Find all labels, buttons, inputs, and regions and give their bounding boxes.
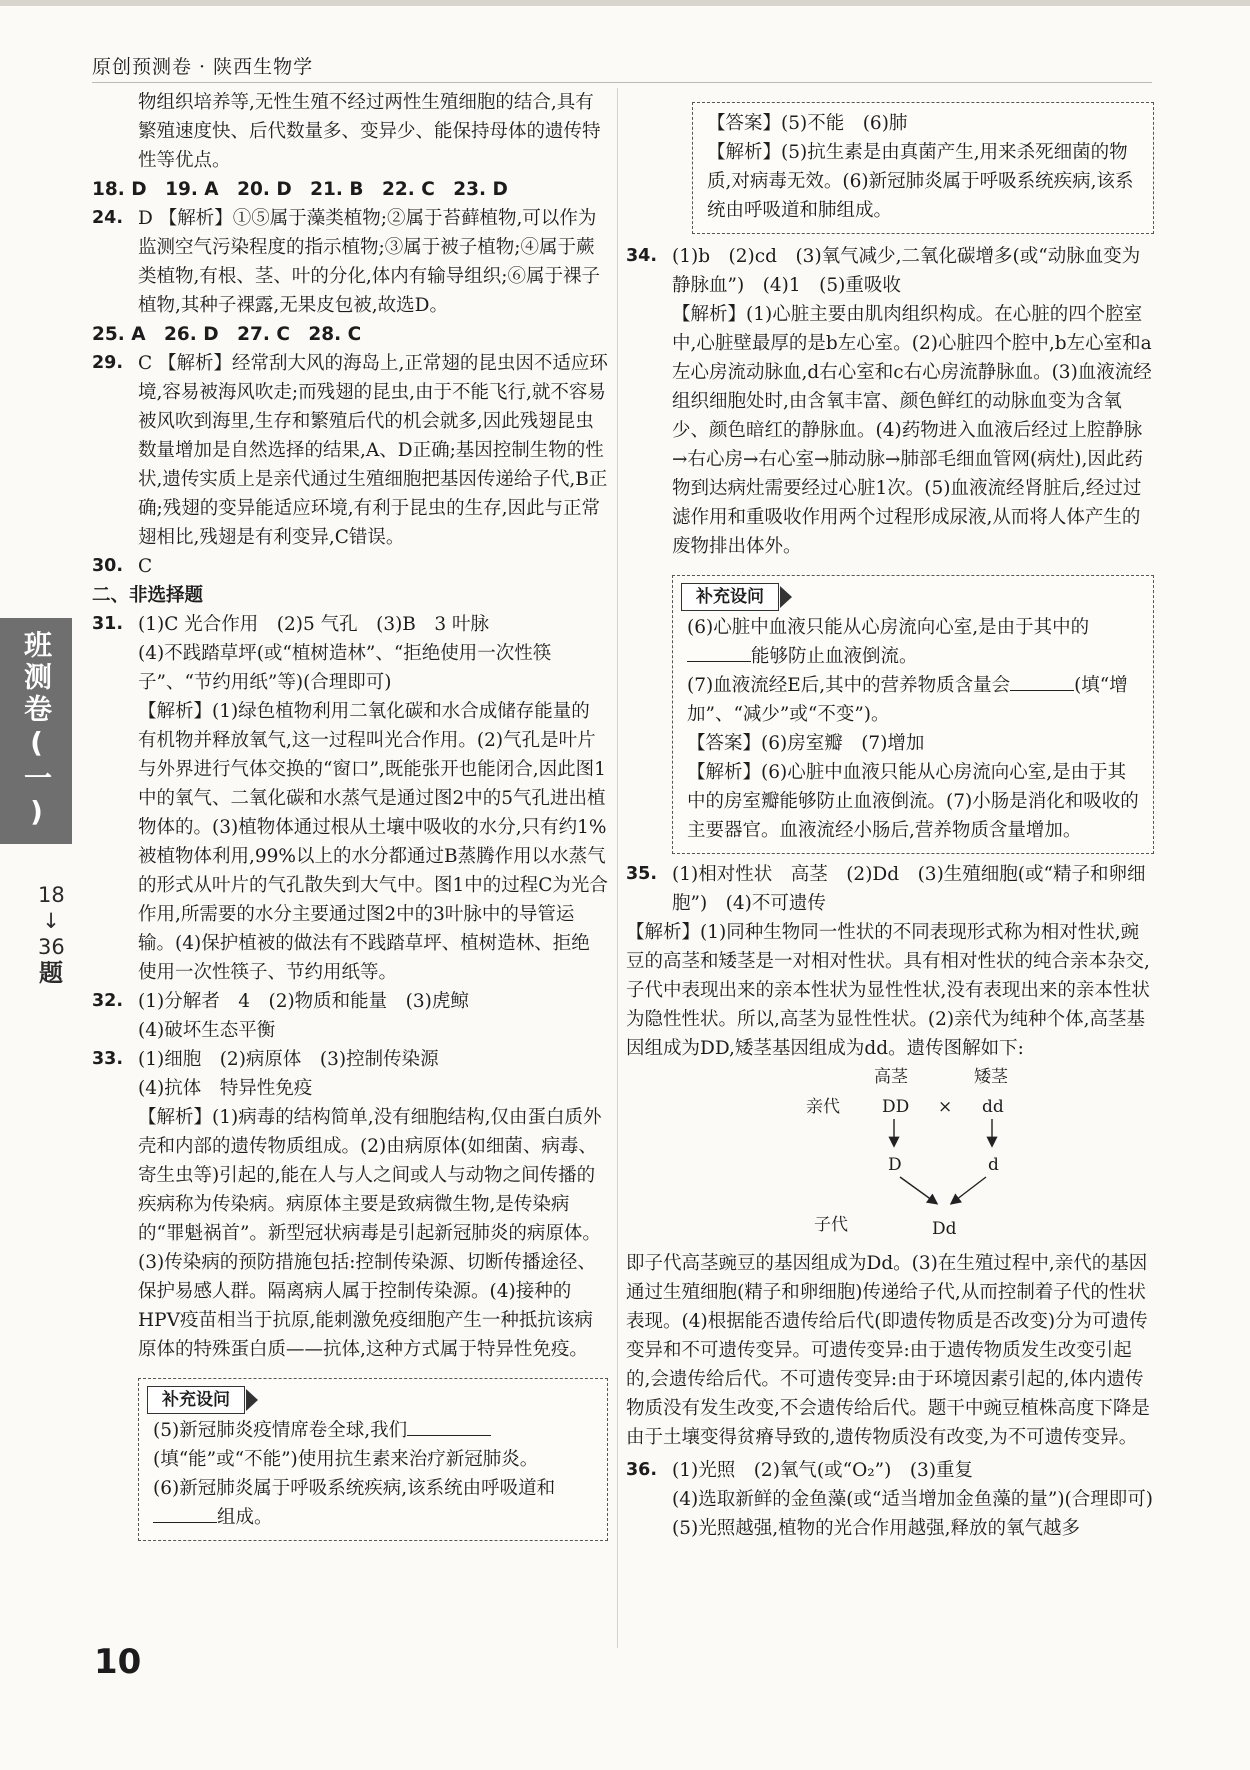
q33-answer-b: (4)抗体 特异性免疫 — [138, 1078, 313, 1099]
diagram-short-label: 矮茎 — [974, 1067, 1008, 1087]
question-30 — [92, 552, 608, 581]
top-edge — [0, 0, 1250, 6]
supplement-box-left — [138, 1378, 608, 1541]
supplement-box-right — [672, 575, 1154, 854]
question-36 — [626, 1456, 1172, 1543]
q35-number: 35. — [626, 864, 658, 884]
side-tab: 班测卷(一) — [0, 618, 72, 844]
answers-18-23: 18. D 19. A 20. D 21. B 22. C 23. D — [92, 179, 508, 200]
question-35 — [626, 860, 1154, 918]
box2-explanation: 【解析】(6)心脏中血液只能从心房流向心室,是由于其中的房室瓣能够防止血液倒流。(7)小肠是消化和吸收的主要器官。血液流经小肠后,营养物质含量增加。 — [687, 762, 1139, 841]
diagram-tall-label: 高茎 — [874, 1067, 908, 1087]
side-range-top: 18 — [38, 883, 65, 907]
box1-explanation: 【解析】(5)抗生素是由真菌产生,用来杀死细菌的物质,对病毒无效。(6)新冠肺炎属于呼吸系统疾病,该系统由呼吸道和肺组成。 — [707, 142, 1134, 221]
box1-answer: 【答案】(5)不能 (6)肺 — [707, 113, 908, 134]
q36-answer-a: (1)光照 (2)氧气(或“O₂”) (3)重复 — [672, 1460, 974, 1481]
intro-text: 物组织培养等,无性生殖不经过两性生殖细胞的结合,具有繁殖速度快、后代数量多、变异少、能保持母体的遗传特性等优点。 — [138, 92, 601, 171]
q35-answer: (1)相对性状 高茎 (2)Dd (3)生殖细胞(或“精子和卵细胞”) (4)不可遗传 — [672, 864, 1146, 914]
q29-answer: C 【解析】经常刮大风的海岛上,正常翅的昆虫因不适应环境,容易被海风吹走;而残翅的昆虫,由于不能飞行,就不容易被风吹到海里,生存和繁殖后代的机会就多,因此残翅昆虫数量增加是自然选择的结果,A、D正确;基因控制生物的性状,遗传实质上是亲代通过生殖细胞把基因传递给子代,B正确;残翅的变异能适应环境,有利于昆虫的生存,因此与正常翅相比,残翅是有利变异,C错误。 — [138, 353, 608, 548]
column-divider — [617, 88, 618, 1648]
side-range-bottom: 36 — [38, 935, 65, 959]
answer-box-33 — [692, 102, 1154, 234]
page-number: 10 — [94, 1642, 142, 1682]
supp7-text-a: (7)血液流经E后,其中的营养物质含量会 — [687, 675, 1011, 696]
diagram-parent-label: 亲代 — [806, 1097, 840, 1117]
side-range-suffix: 题 — [39, 959, 63, 987]
supp6-text-b: 组成。 — [217, 1507, 273, 1528]
question-29 — [92, 349, 608, 552]
supp7-text-b: (填“增加”、“减少”或“不变”)。 — [687, 675, 1128, 725]
q36-number: 36. — [626, 1460, 658, 1480]
diagram-child-label: 子代 — [814, 1215, 848, 1235]
supp6-question — [153, 1474, 595, 1532]
q31-number: 31. — [92, 614, 124, 634]
supp6r-question — [687, 613, 1141, 671]
supp5-question — [153, 1416, 595, 1474]
side-range — [38, 882, 64, 986]
header-rule — [92, 82, 1152, 83]
supp6-text-a: (6)新冠肺炎属于呼吸系统疾病,该系统由呼吸道和 — [153, 1478, 556, 1499]
diagram-gamete-tall: D — [888, 1155, 902, 1175]
side-range-arrow: ↓ — [42, 909, 60, 933]
q33-explanation: 【解析】(1)病毒的结构简单,没有细胞结构,仅由蛋白质外壳和内部的遗传物质组成。(2)由病原体(如细菌、病毒、寄生虫等)引起的,能在人与人之间或人与动物之间传播的疾病称为传染病。病原体主要是致病微生物,是传染病的“罪魁祸首”。新型冠状病毒是引起新冠肺炎的病原体。(3)传染病的预防措施包括:控制传染源、切断传播途径、保护易感人群。隔离病人属于控制传染源。(4)接种的HPV疫苗相当于抗原,能刺激免疫细胞产生一种抵抗该病原体的特殊蛋白质——抗体,这种方式属于特异性免疫。 — [138, 1107, 602, 1360]
question-33 — [92, 1045, 608, 1541]
q35-explanation-2: 即子代高茎豌豆的基因组成为Dd。(3)在生殖过程中,亲代的基因通过生殖细胞(精子和卵细胞)传递给子代,从而控制着子代的性状表现。(4)根据能否遗传给后代(即遗传物质是否改变)分为可遗传变异和不可遗传变异。可遗传变异:由于遗传物质发生改变引起的,会遗传给后代。不可遗传变异:由于环境因素引起的,体内遗传物质没有发生改变,不会遗传给后代。题干中豌豆植株高度下降是由于土壤变得贫瘠导致的,遗传物质没有改变,为不可遗传变异。 — [626, 1253, 1150, 1448]
question-24 — [92, 204, 608, 320]
supp5-text-a: (5)新冠肺炎疫情席卷全球,我们 — [153, 1420, 408, 1441]
question-32 — [92, 987, 608, 1045]
q34-explanation: 【解析】(1)心脏主要由肌肉组织构成。在心脏的四个腔室中,心脏壁最厚的是b左心室。(2)心脏四个腔中,b左心室和a左心房流动脉血,d右心室和c右心房流静脉血。(3)血液流经组织细胞处时,由含氧丰富、颜色鲜红的动脉血变为含氧少、颜色暗红的静脉血。(4)药物进入血液后经过上腔静脉→右心房→右心室→肺动脉→肺部毛细血管网(病灶),因此药物到达病灶需要经过心脏1次。(5)血液流经肾脏后,经过过滤作用和重吸收作用两个过程形成尿液,从而将人体产生的废物排出体外。 — [672, 304, 1152, 557]
q33-answer-a: (1)细胞 (2)病原体 (3)控制传染源 — [138, 1049, 439, 1070]
section-heading: 二、非选择题 — [92, 585, 204, 606]
q24-answer: D 【解析】①⑤属于藻类植物;②属于苔藓植物,可以作为监测空气污染程度的指示植物;③属于被子植物;④属于蕨类植物,有根、茎、叶的分化,体内有输导组织;⑥属于裸子植物,其种子裸露,无果皮包被,故选D。 — [138, 208, 600, 316]
q34-answer: (1)b (2)cd (3)氧气减少,二氧化碳增多(或“动脉血变为静脉血”) (4)1 (5)重吸收 — [672, 246, 1141, 296]
q32-answer-a: (1)分解者 4 (2)物质和能量 (3)虎鲸 — [138, 991, 469, 1012]
q30-number: 30. — [92, 556, 124, 576]
q30-answer: C — [138, 556, 153, 577]
supp6r-text-a: (6)心脏中血液只能从心房流向心室,是由于其中的 — [687, 617, 1090, 638]
q36-answer-b: (4)选取新鲜的金鱼藻(或“适当增加金鱼藻的量”)(合理即可) (5)光照越强,植物的光合作用越强,释放的氧气越多 — [672, 1489, 1172, 1539]
q31-answer-a: (1)C 光合作用 (2)5 气孔 (3)B 3 叶脉 — [138, 614, 490, 635]
answers-25-28: 25. A 26. D 27. C 28. C — [92, 324, 362, 345]
supp6-blank — [153, 1504, 217, 1523]
q24-number: 24. — [92, 208, 124, 228]
supp5-blank — [407, 1417, 491, 1436]
q31-explanation: 【解析】(1)绿色植物利用二氧化碳和水合成储存能量的有机物并释放氧气,这一过程叫光合作用。(2)气孔是叶片与外界进行气体交换的“窗口”,既能张开也能闭合,因此图1中的氧气、二氧化碳和水蒸气是通过图2中的5气孔进出植物体的。(3)植物体通过根从土壤中吸收的水分,只有约1%被植物体利用,99%以上的水分都通过B蒸腾作用以水蒸气的形式从叶片的气孔散失到大气中。图1中的过程C为光合作用,所需要的水分主要通过图2中的3叶脉中的导管运输。(4)保护植被的做法有不践踏草坪、植树造林、拒绝使用一次性筷子、节约用纸等。 — [138, 701, 608, 983]
supplement-tag: 补充设问 — [147, 1386, 245, 1414]
supp7-blank — [1010, 672, 1074, 691]
supp6r-text-b: 能够防止血液倒流。 — [751, 646, 918, 667]
genetic-cross-diagram — [626, 1063, 1154, 1249]
question-31 — [92, 610, 608, 987]
question-34 — [626, 242, 1154, 854]
right-column — [626, 88, 1172, 1543]
box2-answer: 【答案】(6)房室瓣 (7)增加 — [687, 733, 925, 754]
q33-number: 33. — [92, 1049, 124, 1069]
q31-answer-b: (4)不践踏草坪(或“植树造林”、“拒绝使用一次性筷子”、“节约用纸”等)(合理即可) — [138, 643, 552, 693]
diagram-parent-short: dd — [982, 1097, 1004, 1117]
diagram-cross: × — [938, 1097, 953, 1117]
diagram-parent-tall: DD — [882, 1097, 910, 1117]
supplement-tag: 补充设问 — [681, 583, 779, 611]
q35-explanation-1: 【解析】(1)同种生物同一性状的不同表现形式称为相对性状,豌豆的高茎和矮茎是一对相对性状。具有相对性状的纯合亲本杂交,子代中表现出来的亲本性状为显性性状,没有表现出来的亲本性状为隐性性状。所以,高茎为显性性状。(2)亲代为纯种个体,高茎基因组成为DD,矮茎基因组成为dd。遗传图解如下: — [626, 922, 1150, 1059]
supp6r-blank — [687, 643, 751, 662]
diagram-gamete-short: d — [988, 1155, 999, 1175]
supp7-question — [687, 671, 1141, 729]
q34-number: 34. — [626, 246, 658, 266]
q32-answer-b: (4)破坏生态平衡 — [138, 1020, 276, 1041]
diagram-child: Dd — [932, 1219, 957, 1239]
q29-number: 29. — [92, 353, 124, 373]
supp5-text-b: (填“能”或“不能”)使用抗生素来治疗新冠肺炎。 — [153, 1449, 539, 1470]
left-column — [92, 88, 608, 1547]
q32-number: 32. — [92, 991, 124, 1011]
page-header: 原创预测卷 · 陕西生物学 — [92, 56, 314, 78]
